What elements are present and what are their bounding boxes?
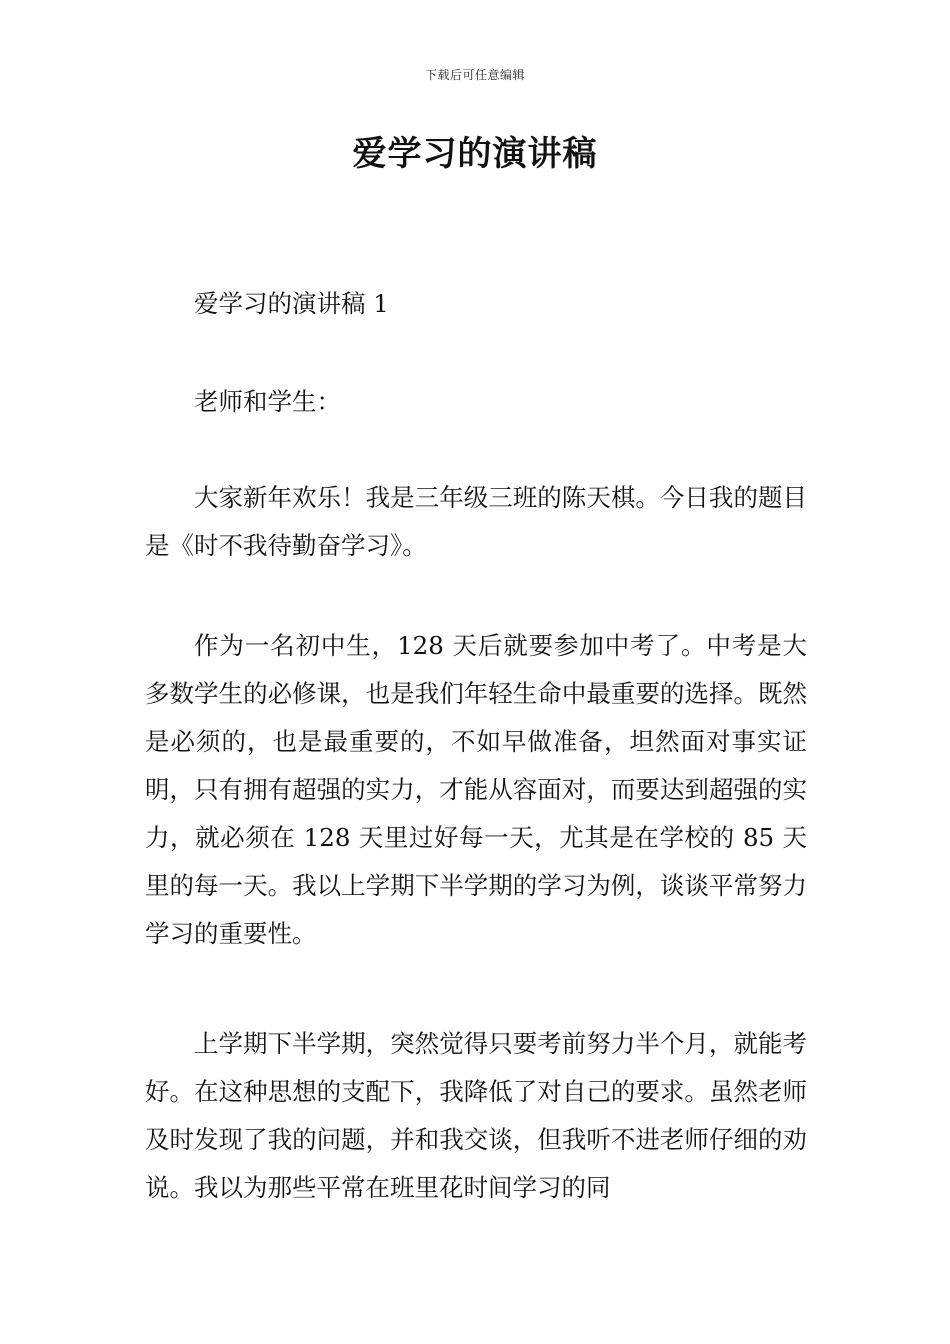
paragraph: 大家新年欢乐！我是三年级三班的陈天棋。今日我的题目是《时不我待勤奋学习》。 xyxy=(145,483,807,560)
salutation-block xyxy=(145,378,807,426)
paragraph-block-2 xyxy=(145,622,807,958)
section-heading: 爱学习的演讲稿 1 xyxy=(194,289,389,318)
paragraph-block-3 xyxy=(145,1020,807,1212)
section-heading-block xyxy=(145,280,807,328)
paragraph: 作为一名初中生，128 天后就要参加中考了。中考是大多数学生的必修课，也是我们年轻生命中最重要的选择。既然是必须的，也是最重要的，不如早做准备，坦然面对事实证明，只有拥有超强的实力，才能从容面对，而要达到超强的实力，就必须在 128 天里过好每一天，尤其是在学校的 85 天里的每一天。我以上学期下半学期的学习为例，谈谈平常努力学习的重要性。 xyxy=(145,631,807,948)
paragraph-block-1 xyxy=(145,474,807,570)
header-note: 下载后可任意编辑 xyxy=(424,68,525,82)
paragraph: 上学期下半学期，突然觉得只要考前努力半个月，就能考好。在这种思想的支配下，我降低了对自己的要求。虽然老师及时发现了我的问题，并和我交谈，但我听不进老师仔细的劝说。我以为那些平常在班里花时间学习的同 xyxy=(145,1029,807,1202)
salutation: 老师和学生： xyxy=(194,387,341,416)
document-title: 爱学习的演讲稿 xyxy=(352,134,598,174)
